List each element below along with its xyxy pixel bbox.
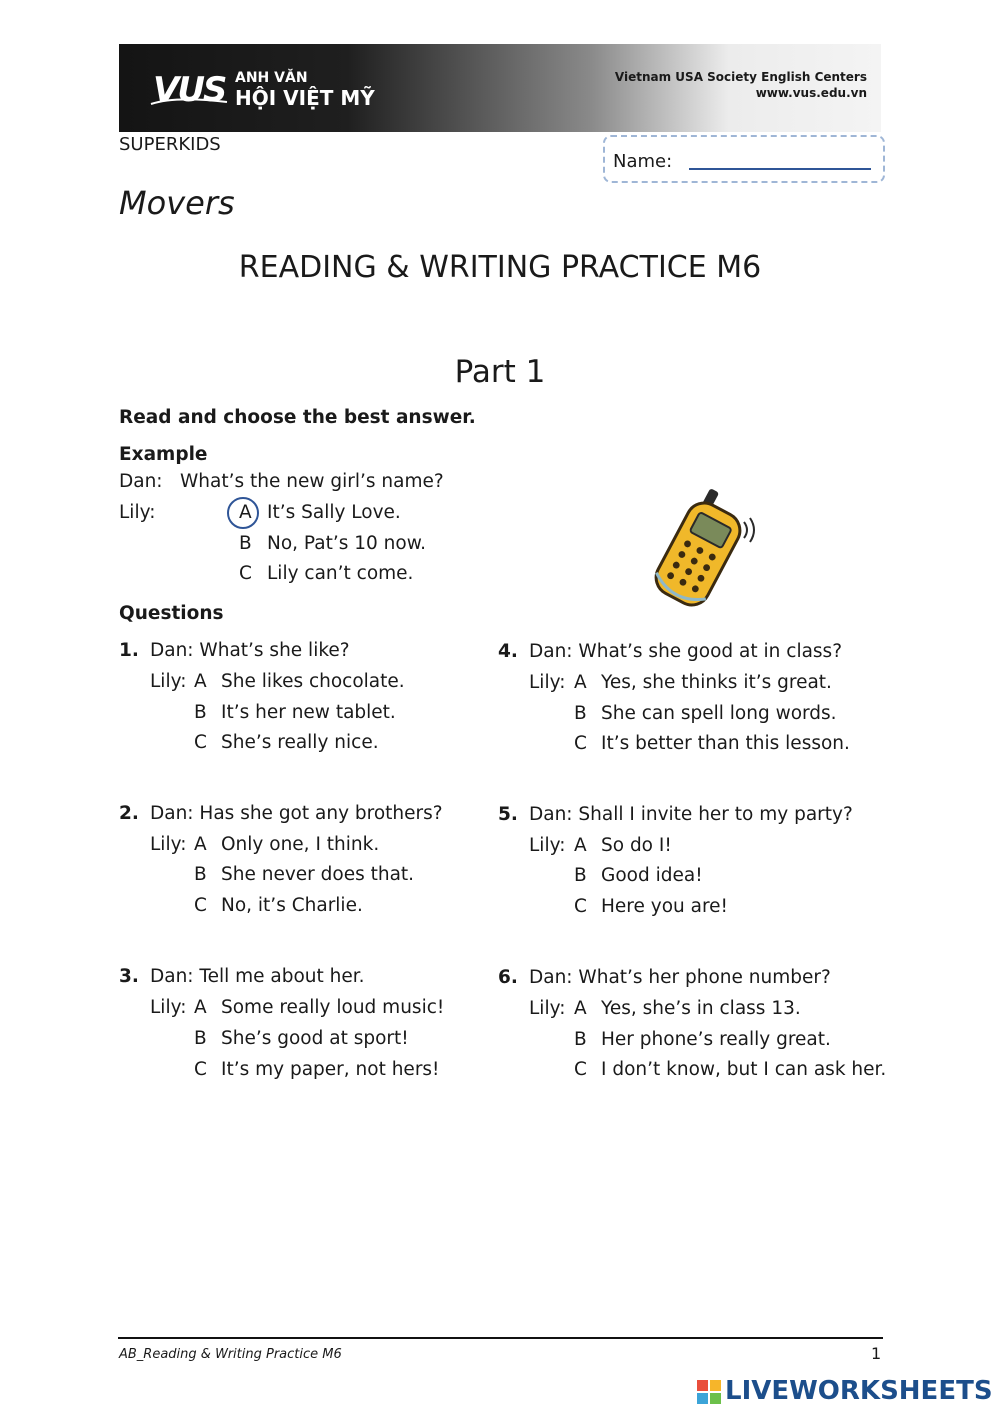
example-option-letter: A [239, 502, 252, 523]
option-letter[interactable]: B [194, 1028, 207, 1049]
option-letter[interactable]: B [194, 864, 207, 885]
option-letter[interactable]: A [194, 671, 207, 692]
option-letter[interactable]: A [194, 997, 207, 1018]
option-letter[interactable]: C [194, 732, 207, 753]
course-title: Movers [119, 184, 235, 222]
example-option-text: Lily can’t come. [267, 563, 414, 584]
name-label: Name: [613, 151, 673, 172]
name-input-line[interactable] [689, 168, 871, 170]
option-letter[interactable]: A [574, 998, 587, 1019]
page-title: READING & WRITING PRACTICE M6 [238, 250, 762, 285]
option-text[interactable]: No, it’s Charlie. [221, 895, 363, 916]
example-option-text: It’s Sally Love. [267, 502, 401, 523]
option-text[interactable]: She never does that. [221, 864, 415, 885]
option-letter[interactable]: B [574, 703, 587, 724]
lily-label: Lily: [150, 834, 187, 855]
option-letter[interactable]: C [194, 1059, 207, 1080]
example-speaker-dan: Dan: [119, 471, 163, 492]
question-prompt: Dan: Has she got any brothers? [150, 803, 443, 824]
logo-line1: ANH VĂN [235, 70, 308, 86]
option-text[interactable]: Her phone’s really great. [601, 1029, 831, 1050]
option-text[interactable]: She likes chocolate. [221, 671, 405, 692]
example-question: What’s the new girl’s name? [180, 471, 444, 492]
option-letter[interactable]: A [194, 834, 207, 855]
lily-label: Lily: [529, 998, 566, 1019]
option-letter[interactable]: A [574, 835, 587, 856]
option-letter[interactable]: A [574, 672, 587, 693]
question-prompt: Dan: What’s her phone number? [529, 967, 831, 988]
question-number: 5. [498, 804, 518, 825]
logo-line2: HỘI VIỆT MỸ [235, 86, 375, 110]
option-text[interactable]: She can spell long words. [601, 703, 837, 724]
option-letter[interactable]: B [194, 702, 207, 723]
option-letter[interactable]: B [574, 1029, 587, 1050]
option-text[interactable]: Yes, she thinks it’s great. [601, 672, 832, 693]
option-text[interactable]: Only one, I think. [221, 834, 380, 855]
option-text[interactable]: It’s better than this lesson. [601, 733, 850, 754]
question-prompt: Dan: Tell me about her. [150, 966, 365, 987]
example-option-letter: B [239, 533, 252, 554]
questions-heading: Questions [119, 603, 224, 624]
option-text[interactable]: It’s my paper, not hers! [221, 1059, 440, 1080]
example-option-text: No, Pat’s 10 now. [267, 533, 427, 554]
option-text[interactable]: It’s her new tablet. [221, 702, 396, 723]
footer-doc-name: AB_Reading & Writing Practice M6 [119, 1347, 342, 1362]
question-prompt: Dan: Shall I invite her to my party? [529, 804, 853, 825]
option-text[interactable]: Some really loud music! [221, 997, 445, 1018]
header-banner [119, 44, 881, 132]
mobile-phone-icon [644, 482, 764, 612]
option-text[interactable]: She’s really nice. [221, 732, 379, 753]
question-number: 4. [498, 641, 518, 662]
option-text[interactable]: She’s good at sport! [221, 1028, 409, 1049]
watermark-text: LIVEWORKSHEETS [725, 1376, 993, 1406]
example-speaker-lily: Lily: [119, 502, 156, 523]
vus-logo: VUS [153, 70, 226, 110]
page-number: 1 [871, 1344, 882, 1363]
option-letter[interactable]: C [574, 733, 587, 754]
level-label: SUPERKIDS [119, 134, 221, 155]
question-number: 6. [498, 967, 518, 988]
option-text[interactable]: Good idea! [601, 865, 703, 886]
option-text[interactable]: Yes, she’s in class 13. [601, 998, 801, 1019]
question-number: 3. [119, 966, 139, 987]
liveworksheets-logo-icon [697, 1380, 721, 1404]
footer-divider [118, 1337, 883, 1339]
example-option-letter: C [239, 563, 252, 584]
option-letter[interactable]: C [574, 1059, 587, 1080]
question-prompt: Dan: What’s she like? [150, 640, 350, 661]
example-heading: Example [119, 444, 208, 465]
question-number: 1. [119, 640, 139, 661]
option-letter[interactable]: B [574, 865, 587, 886]
option-text[interactable]: I don’t know, but I can ask her. [601, 1059, 887, 1080]
option-letter[interactable]: C [194, 895, 207, 916]
lily-label: Lily: [150, 997, 187, 1018]
option-text[interactable]: So do I! [601, 835, 672, 856]
lily-label: Lily: [529, 672, 566, 693]
question-prompt: Dan: What’s she good at in class? [529, 641, 843, 662]
name-box [603, 135, 885, 183]
lily-label: Lily: [150, 671, 187, 692]
option-letter[interactable]: C [574, 896, 587, 917]
lily-label: Lily: [529, 835, 566, 856]
instruction: Read and choose the best answer. [119, 407, 476, 428]
option-text[interactable]: Here you are! [601, 896, 728, 917]
question-number: 2. [119, 803, 139, 824]
part-heading: Part 1 [454, 354, 546, 390]
logo-swoosh-icon [149, 96, 229, 108]
org-name: Vietnam USA Society English Centers [614, 70, 867, 84]
org-website: www.vus.edu.vn [755, 86, 867, 100]
